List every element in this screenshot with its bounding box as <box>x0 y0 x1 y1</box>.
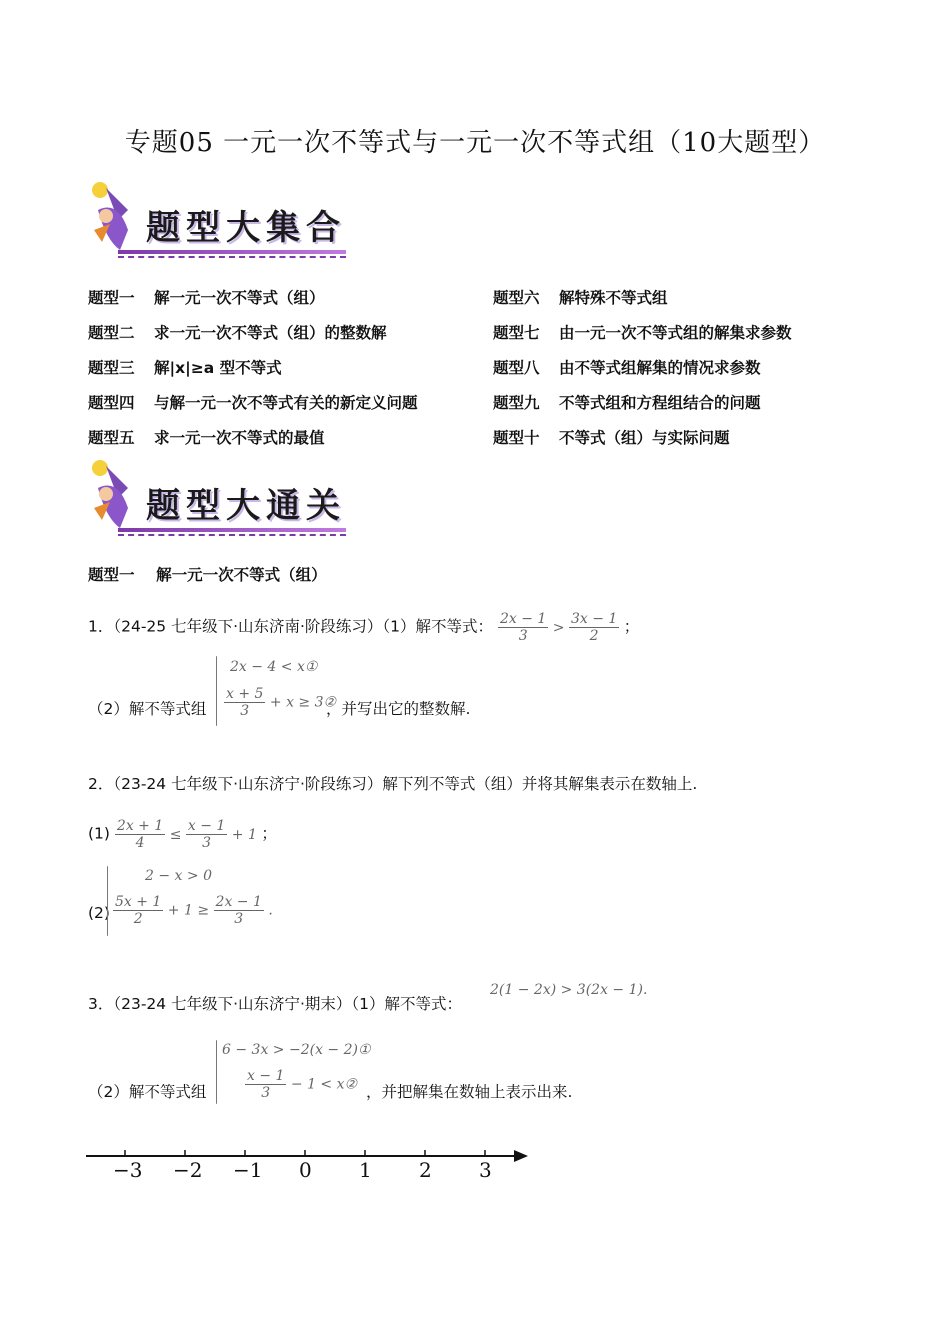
q3-sys2: $\frac{x - 1}{3}$ − 1 < x② <box>247 1068 358 1101</box>
type-list-right <box>493 286 792 461</box>
number-line-tick-label: 0 <box>299 1158 312 1182</box>
q2-brace <box>107 866 108 936</box>
number-line-tick-label: −1 <box>233 1158 263 1182</box>
q1-line2-pre: （2）解不等式组 <box>88 700 207 718</box>
q3-line2-post: ，并把解集在数轴上表示出来. <box>366 1083 573 1101</box>
q3-ineq: 2(1 − 2x) > 3(2x − 1). <box>490 982 648 998</box>
type-item: 题型五 求一元一次不等式的最值 <box>88 429 325 447</box>
q3-line2-pre: （2）解不等式组 <box>88 1083 207 1101</box>
q1-brace <box>216 656 217 726</box>
type-item: 题型二 求一元一次不等式（组）的整数解 <box>88 324 387 342</box>
type-item: 题型八 由不等式组解集的情况求参数 <box>493 359 761 377</box>
banner-title: 题型大集合 <box>146 208 346 248</box>
type-item: 题型四 与解一元一次不等式有关的新定义问题 <box>88 394 418 412</box>
page-title: 专题05 一元一次不等式与一元一次不等式组（10大题型） <box>124 128 826 158</box>
banner-dash <box>118 256 346 258</box>
q1-line1: 1．（24-25 七年级下·山东济南·阶段练习）（1）解不等式： $\frac{2x - 1}{3}$ > $\frac{3x - 1}{2}$ ； <box>88 611 640 644</box>
banner-type-collection <box>88 180 358 264</box>
type-item: 题型六 解特殊不等式组 <box>493 289 668 307</box>
banner-underline <box>118 528 346 532</box>
q2-part1: (1) $\frac{2x + 1}{4}$ ≤ $\frac{x - 1}{3}$ + 1 ； <box>88 818 277 851</box>
q2-line1: 2．（23-24 七年级下·山东济宁·阶段练习）解下列不等式（组）并将其解集表示在数轴上. <box>88 775 698 793</box>
banner-underline <box>118 250 346 254</box>
banner-title: 题型大通关 <box>146 486 346 526</box>
banner-dash <box>118 534 346 536</box>
type-item: 题型七 由一元一次不等式组的解集求参数 <box>493 324 792 342</box>
type-item: 题型九 不等式组和方程组结合的问题 <box>493 394 761 412</box>
q2-sys1: 2 − x > 0 <box>145 868 212 884</box>
number-line-arrow-icon <box>514 1150 528 1162</box>
type-item: 题型十 不等式（组）与实际问题 <box>493 429 730 447</box>
q1-line2-post: ，并写出它的整数解. <box>326 700 471 718</box>
banner-type-pass <box>88 458 358 542</box>
number-line-tick-label: −2 <box>173 1158 203 1182</box>
q3-sys1: 6 − 3x > −2(x − 2)① <box>222 1042 371 1058</box>
section-heading: 题型一 解一元一次不等式（组） <box>88 566 327 584</box>
q2-part2-label: (2) <box>88 904 110 922</box>
q1-sys2: $\frac{x + 5}{3}$ + x ≥ 3② <box>226 686 337 719</box>
q1-sys1: 2x − 4 < x① <box>230 659 318 675</box>
type-item: 题型三 解|x|≥a 型不等式 <box>88 359 282 377</box>
q3-brace <box>216 1040 217 1104</box>
type-list-left <box>88 286 418 461</box>
number-line-tick-label: 2 <box>419 1158 432 1182</box>
number-line-tick-label: 1 <box>359 1158 372 1182</box>
number-line-tick-label: −3 <box>113 1158 143 1182</box>
type-item: 题型一 解一元一次不等式（组） <box>88 289 325 307</box>
q3-line1: 3．（23-24 七年级下·山东济宁·期末）（1）解不等式： <box>88 995 463 1013</box>
q2-sys2: $\frac{5x + 1}{2}$ + 1 ≥ $\frac{2x - 1}{3}$ . <box>115 894 273 927</box>
number-line-tick-label: 3 <box>479 1158 492 1182</box>
